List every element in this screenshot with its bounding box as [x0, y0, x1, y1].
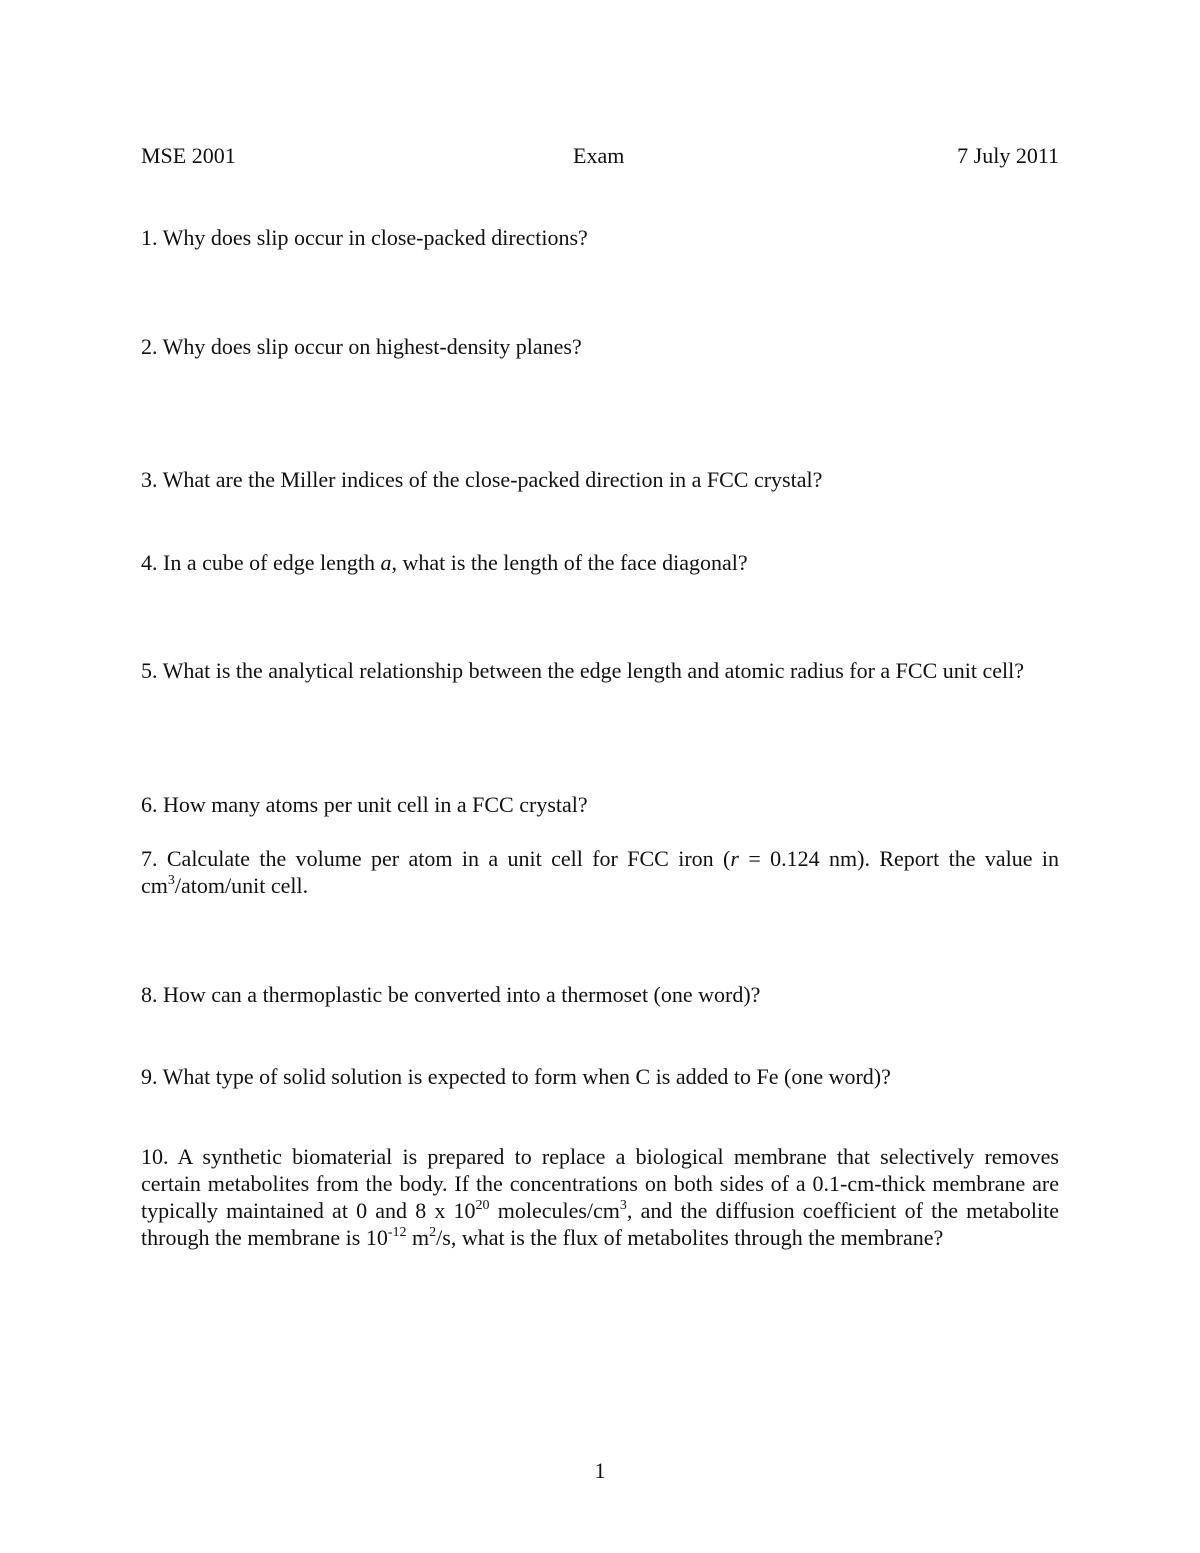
edge-length-variable: a — [380, 550, 392, 575]
exam-date: 7 July 2011 — [957, 143, 1059, 168]
area-exponent: 2 — [429, 1224, 437, 1240]
question-3: 3. What are the Miller indices of the close-packed direction in a FCC crystal? — [141, 467, 823, 492]
question-10-text-3: , and the diffusion coefficient of the metabolite through the membrane is 10 — [141, 1198, 1059, 1250]
page-number: 1 — [594, 1458, 606, 1483]
cubic-exponent: 3 — [167, 872, 175, 888]
question-7-text-2: = 0.124 nm). Report the value in cm — [141, 846, 1060, 898]
volume-exponent: 3 — [619, 1197, 627, 1213]
question-6: 6. How many atoms per unit cell in a FCC crystal? — [141, 792, 588, 817]
diffusion-exponent: -12 — [387, 1224, 407, 1240]
question-8: 8. How can a thermoplastic be converted into a thermoset (one word)? — [141, 982, 761, 1007]
exam-header — [141, 141, 1059, 171]
question-1: 1. Why does slip occur in close-packed directions? — [141, 225, 588, 250]
question-9: 9. What type of solid solution is expected to form when C is added to Fe (one word)? — [141, 1064, 891, 1089]
question-7-text-1: 7. Calculate the volume per atom in a unit cell for FCC iron ( — [141, 846, 731, 871]
question-10-text-2: molecules/cm — [489, 1198, 620, 1223]
question-10-text-1: 10. A synthetic biomaterial is prepared to replace a biological membrane that selectively removes certain metabolites from the body. If the concentrations on both sides of a 0.1-cm-thick membrane are typically maintained at 0 and 8 x 10 — [141, 1144, 1059, 1223]
course-code: MSE 2001 — [141, 143, 236, 168]
question-5: 5. What is the analytical relationship between the edge length and atomic radius for a FCC unit cell? — [141, 658, 1024, 683]
exam-title: Exam — [573, 143, 625, 168]
radius-variable: r — [730, 846, 739, 871]
question-2: 2. Why does slip occur on highest-density planes? — [141, 334, 582, 359]
question-10 — [141, 1143, 1059, 1251]
question-7 — [141, 845, 1059, 899]
question-4-text-start: 4. In a cube of edge length — [141, 550, 381, 575]
question-7-text-3: /atom/unit cell. — [174, 873, 309, 898]
question-4 — [141, 549, 1059, 576]
question-10-text-5: /s, what is the flux of metabolites through the membrane? — [436, 1225, 944, 1250]
concentration-exponent: 20 — [475, 1197, 490, 1213]
question-10-text-4: m — [406, 1225, 430, 1250]
question-4-text-end: , what is the length of the face diagonal? — [391, 550, 748, 575]
